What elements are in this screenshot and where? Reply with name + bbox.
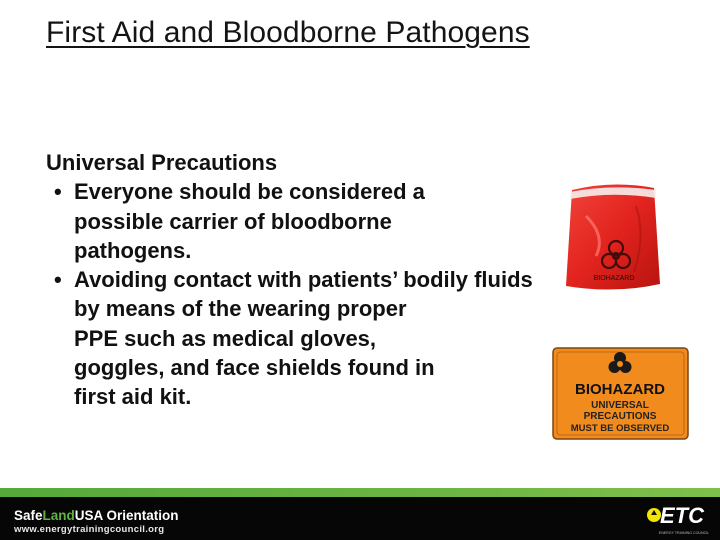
brand-usa-orientation: USA Orientation [74,508,179,523]
bullet-item [46,177,514,265]
etc-logo [644,499,714,537]
bag-label: BIOHAZARD [593,275,635,282]
bullet-text: Avoiding contact with patients’ bodily fluids by means of the wearing proper PPE such as medical gloves, goggles, and face shields found in first aid kit. [74,267,533,410]
bullet-marker: • [54,267,62,293]
footer-accent-line [0,488,720,497]
logo-caption: ENERGY TRAINING COUNCIL [658,531,710,535]
bullet-marker: • [54,179,62,205]
sign-line-3: PRECAUTIONS [583,411,657,422]
slide-title: First Aid and Bloodborne Pathogens [46,16,530,49]
biohazard-bag-image [556,176,668,296]
sign-line-4: MUST BE OBSERVED [570,423,670,434]
logo-text: ETC [660,503,704,528]
section-heading: Universal Precautions [46,150,278,175]
footer-url: www.energytrainingcouncil.org [14,524,165,535]
sign-title: BIOHAZARD [575,381,665,398]
biohazard-sign-image [552,347,689,440]
brand-land: Land [42,508,75,523]
sign-line-2: UNIVERSAL [591,400,649,411]
bullet-text: Everyone should be considered a possible carrier of bloodborne pathogens. [74,179,425,263]
brand-safe: Safe [14,508,43,523]
footer-brand [14,508,179,523]
